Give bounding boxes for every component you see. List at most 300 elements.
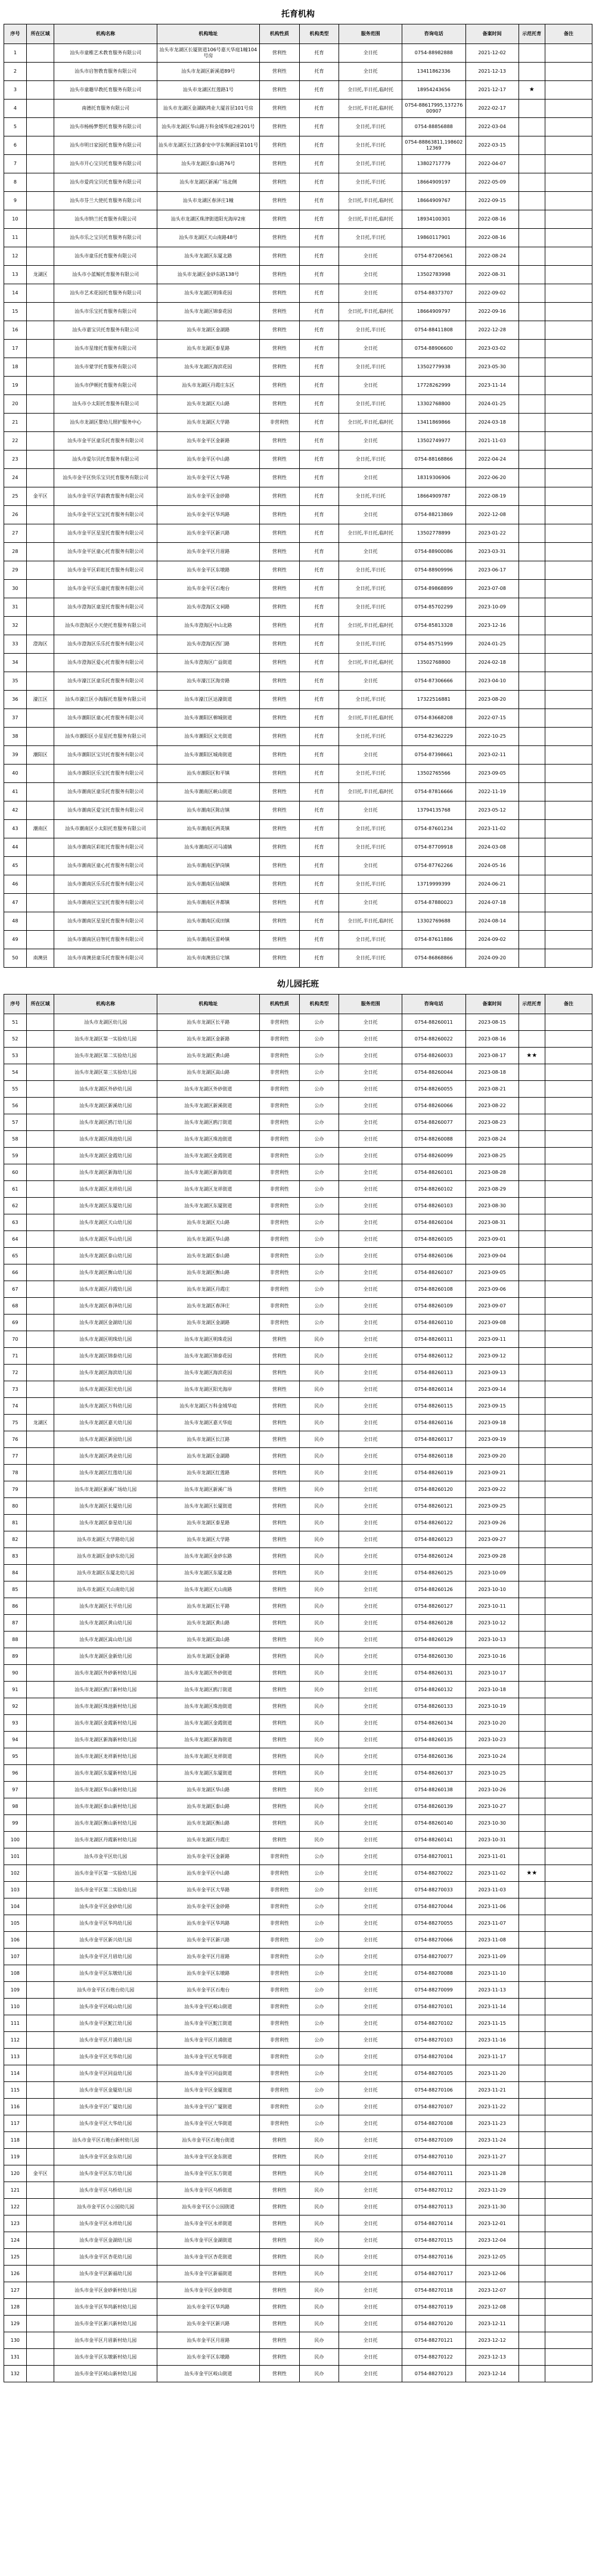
table-row bbox=[4, 2266, 592, 2282]
cell-district bbox=[26, 173, 54, 192]
cell-demo-mark bbox=[519, 875, 545, 894]
cell-remarks bbox=[545, 340, 592, 358]
cell-nature: 营利性 bbox=[259, 1648, 299, 1665]
cell-demo-mark bbox=[519, 432, 545, 450]
cell-phone: 0754-88260102 bbox=[402, 1181, 465, 1198]
cell-phone: 0754-85751999 bbox=[402, 635, 465, 654]
cell-remarks bbox=[545, 358, 592, 377]
cell-type: 民办 bbox=[299, 2249, 339, 2266]
cell-nature: 非营利性 bbox=[259, 1098, 299, 1114]
cell-org-name: 汕头市龙湖区嵩山幼儿园 bbox=[54, 1632, 157, 1648]
cell-service-scope: 全日托 bbox=[339, 1531, 402, 1548]
cell-remarks bbox=[545, 654, 592, 672]
cell-date: 2023-10-16 bbox=[465, 1648, 519, 1665]
cell-remarks bbox=[545, 1365, 592, 1381]
cell-org-name: 汕头市童趣早教托育服务有限公司 bbox=[54, 81, 157, 100]
cell-phone: 0754-88260055 bbox=[402, 1081, 465, 1098]
cell-remarks bbox=[545, 1264, 592, 1281]
cell-demo-mark bbox=[519, 2082, 545, 2099]
cell-remarks bbox=[545, 1198, 592, 1214]
cell-phone: 0754-88617995,13727600907 bbox=[402, 100, 465, 118]
cell-org-name: 汕头市金平区乌桥幼儿园 bbox=[54, 2182, 157, 2199]
cell-phone: 0754-88260011 bbox=[402, 1014, 465, 1031]
cell-org-name: 汕头市小太阳托育服务有限公司 bbox=[54, 395, 157, 414]
cell-index: 65 bbox=[4, 1248, 27, 1264]
cell-remarks bbox=[545, 1181, 592, 1198]
cell-phone: 0754-88213869 bbox=[402, 506, 465, 524]
cell-service-scope: 全日托,半日托,临时托 bbox=[339, 709, 402, 728]
cell-address: 汕头市金平区中山路 bbox=[157, 1865, 259, 1882]
cell-type: 公办 bbox=[299, 1198, 339, 1214]
table-row bbox=[4, 1982, 592, 1999]
table-row bbox=[4, 377, 592, 395]
cell-type: 托育 bbox=[299, 155, 339, 173]
cell-date: 2023-12-12 bbox=[465, 2332, 519, 2349]
cell-index: 100 bbox=[4, 1832, 27, 1848]
cell-type: 公办 bbox=[299, 1865, 339, 1882]
cell-index: 126 bbox=[4, 2266, 27, 2282]
cell-remarks bbox=[545, 2032, 592, 2049]
cell-org-name: 汕头市龙湖区泰山幼儿园 bbox=[54, 1248, 157, 1264]
cell-org-name: 汕头市潮阳区小星星托育服务有限公司 bbox=[54, 728, 157, 746]
cell-demo-mark bbox=[519, 2182, 545, 2199]
cell-district bbox=[26, 1064, 54, 1081]
cell-address: 汕头市龙湖区黄山路 bbox=[157, 1615, 259, 1632]
cell-demo-mark bbox=[519, 2249, 545, 2266]
cell-district bbox=[26, 580, 54, 598]
cell-org-name: 汕头市龙湖区第三实验幼儿园 bbox=[54, 1064, 157, 1081]
cell-address: 汕头市金平区新兴路 bbox=[157, 524, 259, 543]
cell-demo-mark: ★★ bbox=[519, 1865, 545, 1882]
cell-type: 托育 bbox=[299, 210, 339, 229]
cell-index: 9 bbox=[4, 192, 27, 210]
cell-remarks bbox=[545, 1031, 592, 1048]
cell-phone: 0754-88260124 bbox=[402, 1548, 465, 1565]
cell-service-scope: 全日托 bbox=[339, 1214, 402, 1231]
cell-district bbox=[26, 1798, 54, 1815]
cell-service-scope: 全日托 bbox=[339, 2332, 402, 2349]
cell-phone: 0754-88260112 bbox=[402, 1348, 465, 1365]
cell-service-scope: 全日托,半日托,临时托 bbox=[339, 912, 402, 931]
cell-index: 52 bbox=[4, 1031, 27, 1048]
cell-index: 43 bbox=[4, 820, 27, 838]
cell-nature: 营利性 bbox=[259, 1348, 299, 1365]
cell-district bbox=[26, 1648, 54, 1665]
cell-address: 汕头市潮南区胪岗镇 bbox=[157, 857, 259, 875]
cell-type: 民办 bbox=[299, 1331, 339, 1348]
cell-phone: 0754-87398661 bbox=[402, 746, 465, 765]
table-row bbox=[4, 1148, 592, 1164]
cell-phone: 0754-88270119 bbox=[402, 2299, 465, 2316]
cell-date: 2022-03-04 bbox=[465, 118, 519, 136]
table-row bbox=[4, 765, 592, 783]
cell-district bbox=[26, 1448, 54, 1465]
cell-demo-mark bbox=[519, 1298, 545, 1315]
table-row bbox=[4, 2132, 592, 2149]
cell-district bbox=[26, 1181, 54, 1198]
cell-phone: 0754-88260108 bbox=[402, 1281, 465, 1298]
cell-address: 汕头市龙湖区锦泰花园 bbox=[157, 1348, 259, 1365]
cell-org-name: 汕头市金平区金砂幼儿园 bbox=[54, 1898, 157, 1915]
header-phone: 咨询电话 bbox=[402, 995, 465, 1014]
cell-remarks bbox=[545, 414, 592, 432]
cell-date: 2023-08-17 bbox=[465, 1048, 519, 1064]
cell-service-scope: 全日托 bbox=[339, 801, 402, 820]
cell-type: 民办 bbox=[299, 1832, 339, 1848]
cell-demo-mark bbox=[519, 2032, 545, 2049]
cell-remarks bbox=[545, 2282, 592, 2299]
cell-phone: 0754-88270033 bbox=[402, 1882, 465, 1898]
cell-remarks bbox=[545, 1748, 592, 1765]
cell-nature: 非营利性 bbox=[259, 1848, 299, 1865]
cell-org-name: 汕头市金平区石炮台新村幼儿园 bbox=[54, 2132, 157, 2149]
cell-nature: 非营利性 bbox=[259, 1882, 299, 1898]
cell-index: 104 bbox=[4, 1898, 27, 1915]
cell-address: 汕头市龙湖区海滨花园 bbox=[157, 358, 259, 377]
cell-nature: 营利性 bbox=[259, 2165, 299, 2182]
cell-org-name: 汕头市小蓝鲸托育服务有限公司 bbox=[54, 266, 157, 284]
cell-address: 汕头市潮南区成田镇 bbox=[157, 912, 259, 931]
cell-date: 2023-09-11 bbox=[465, 1331, 519, 1348]
cell-address: 汕头市龙湖区嵩山路 bbox=[157, 1632, 259, 1648]
cell-address: 汕头市金平区光华街道 bbox=[157, 2049, 259, 2065]
cell-district bbox=[26, 2215, 54, 2232]
cell-index: 54 bbox=[4, 1064, 27, 1081]
cell-demo-mark bbox=[519, 1381, 545, 1398]
table-row bbox=[4, 2049, 592, 2065]
cell-date: 2023-08-28 bbox=[465, 1164, 519, 1181]
cell-nature: 营利性 bbox=[259, 1381, 299, 1398]
cell-service-scope: 全日托 bbox=[339, 2115, 402, 2132]
cell-nature: 非营利性 bbox=[259, 1031, 299, 1048]
table-row bbox=[4, 1898, 592, 1915]
header-address: 机构地址 bbox=[157, 995, 259, 1014]
cell-org-name: 汕头市龙湖区红莲幼儿园 bbox=[54, 1465, 157, 1481]
cell-demo-mark bbox=[519, 1732, 545, 1748]
cell-demo-mark bbox=[519, 358, 545, 377]
cell-service-scope: 全日托 bbox=[339, 2232, 402, 2249]
table-row bbox=[4, 1348, 592, 1365]
cell-address: 汕头市金平区月浦街道 bbox=[157, 2032, 259, 2049]
cell-address: 汕头市龙湖区黄山路 bbox=[157, 1048, 259, 1064]
cell-type: 民办 bbox=[299, 2182, 339, 2199]
cell-remarks bbox=[545, 2115, 592, 2132]
cell-phone: 17322516881 bbox=[402, 691, 465, 709]
table-row bbox=[4, 1465, 592, 1481]
table-row bbox=[4, 1548, 592, 1565]
header-index: 序号 bbox=[4, 24, 27, 44]
table-row bbox=[4, 414, 592, 432]
cell-district bbox=[26, 2015, 54, 2032]
cell-org-name: 汕头市启智教育服务有限公司 bbox=[54, 63, 157, 81]
cell-type: 民办 bbox=[299, 2165, 339, 2182]
cell-nature: 营利性 bbox=[259, 2366, 299, 2382]
cell-phone: 0754-88270117 bbox=[402, 2266, 465, 2282]
cell-index: 75 bbox=[4, 1415, 27, 1431]
cell-date: 2022-07-15 bbox=[465, 709, 519, 728]
cell-district bbox=[26, 1932, 54, 1949]
cell-address: 汕头市龙湖区龙祥街道 bbox=[157, 1748, 259, 1765]
cell-phone: 13802717779 bbox=[402, 155, 465, 173]
table-row bbox=[4, 654, 592, 672]
cell-district bbox=[26, 1031, 54, 1048]
cell-nature: 营利性 bbox=[259, 580, 299, 598]
cell-district bbox=[26, 118, 54, 136]
cell-demo-mark bbox=[519, 543, 545, 561]
cell-remarks bbox=[545, 1665, 592, 1682]
cell-demo-mark bbox=[519, 2282, 545, 2299]
cell-remarks bbox=[545, 1632, 592, 1648]
cell-org-name: 汕头市龙湖区海滨幼儿园 bbox=[54, 1365, 157, 1381]
cell-nature: 营利性 bbox=[259, 100, 299, 118]
cell-demo-mark bbox=[519, 617, 545, 635]
cell-index: 86 bbox=[4, 1598, 27, 1615]
cell-district bbox=[26, 136, 54, 155]
header-demo: 示范托育 bbox=[519, 995, 545, 1014]
cell-nature: 营利性 bbox=[259, 2215, 299, 2232]
cell-address: 汕头市龙湖区泰星路 bbox=[157, 340, 259, 358]
cell-nature: 非营利性 bbox=[259, 1114, 299, 1131]
cell-phone: 0754-87816666 bbox=[402, 783, 465, 801]
cell-district bbox=[26, 2266, 54, 2282]
cell-org-name: 汕头市纳兰托育服务有限公司 bbox=[54, 210, 157, 229]
cell-demo-mark bbox=[519, 1898, 545, 1915]
cell-phone: 0754-88270104 bbox=[402, 2049, 465, 2065]
cell-nature: 营利性 bbox=[259, 912, 299, 931]
cell-district: 龙湖区 bbox=[26, 1415, 54, 1431]
cell-remarks bbox=[545, 173, 592, 192]
table-row bbox=[4, 2032, 592, 2049]
cell-index: 124 bbox=[4, 2232, 27, 2249]
cell-remarks bbox=[545, 2332, 592, 2349]
cell-district bbox=[26, 1331, 54, 1348]
table-row bbox=[4, 1748, 592, 1765]
cell-date: 2024-08-14 bbox=[465, 912, 519, 931]
cell-type: 公办 bbox=[299, 1315, 339, 1331]
cell-org-name: 汕头市龙湖区婴幼儿照护服务中心 bbox=[54, 414, 157, 432]
cell-date: 2023-10-09 bbox=[465, 1565, 519, 1581]
cell-org-name: 汕头市嘉宝贝托育服务有限公司 bbox=[54, 321, 157, 340]
cell-remarks bbox=[545, 1548, 592, 1565]
table-row bbox=[4, 1965, 592, 1982]
cell-demo-mark bbox=[519, 1648, 545, 1665]
cell-nature: 非营利性 bbox=[259, 1932, 299, 1949]
cell-address: 汕头市金平区金砂街道 bbox=[157, 2282, 259, 2299]
cell-org-name: 汕头市童乐托育服务有限公司 bbox=[54, 247, 157, 266]
cell-org-name: 汕头市金平区新兴新村幼儿园 bbox=[54, 2316, 157, 2332]
cell-service-scope: 全日托 bbox=[339, 247, 402, 266]
cell-address: 汕头市龙湖区丹霞庄 bbox=[157, 1281, 259, 1298]
cell-date: 2023-11-27 bbox=[465, 2149, 519, 2165]
cell-nature: 非营利性 bbox=[259, 1298, 299, 1315]
cell-remarks bbox=[545, 1798, 592, 1815]
cell-phone: 13302769688 bbox=[402, 912, 465, 931]
cell-district bbox=[26, 1698, 54, 1715]
cell-remarks bbox=[545, 1448, 592, 1465]
cell-district bbox=[26, 2282, 54, 2299]
cell-index: 50 bbox=[4, 949, 27, 968]
cell-org-name: 汕头市星缘托育服务有限公司 bbox=[54, 340, 157, 358]
cell-phone: 0754-88260066 bbox=[402, 1098, 465, 1114]
cell-date: 2023-09-08 bbox=[465, 1315, 519, 1331]
cell-service-scope: 全日托 bbox=[339, 2199, 402, 2215]
table-row bbox=[4, 1915, 592, 1932]
table-row bbox=[4, 450, 592, 469]
cell-type: 民办 bbox=[299, 1531, 339, 1548]
table-row bbox=[4, 1949, 592, 1965]
table-row bbox=[4, 1198, 592, 1214]
cell-type: 托育 bbox=[299, 247, 339, 266]
cell-index: 11 bbox=[4, 229, 27, 247]
cell-demo-mark bbox=[519, 524, 545, 543]
cell-address: 汕头市龙湖区万科金域华庭 bbox=[157, 1398, 259, 1415]
cell-address: 汕头市龙湖区鸥汀街道 bbox=[157, 1114, 259, 1131]
cell-nature: 营利性 bbox=[259, 709, 299, 728]
cell-type: 托育 bbox=[299, 63, 339, 81]
cell-demo-mark bbox=[519, 765, 545, 783]
table-row bbox=[4, 192, 592, 210]
cell-district bbox=[26, 1815, 54, 1832]
cell-service-scope: 全日托 bbox=[339, 1415, 402, 1431]
cell-service-scope: 全日托,半日托 bbox=[339, 118, 402, 136]
cell-phone: 0754-88270088 bbox=[402, 1965, 465, 1982]
cell-nature: 营利性 bbox=[259, 654, 299, 672]
cell-type: 托育 bbox=[299, 432, 339, 450]
cell-phone: 0754-88270102 bbox=[402, 2015, 465, 2032]
cell-org-name: 汕头市潮南区乐乐托育服务有限公司 bbox=[54, 875, 157, 894]
cell-nature: 营利性 bbox=[259, 1415, 299, 1431]
cell-index: 70 bbox=[4, 1331, 27, 1348]
cell-date: 2023-11-15 bbox=[465, 2015, 519, 2032]
cell-index: 19 bbox=[4, 377, 27, 395]
cell-service-scope: 全日托 bbox=[339, 2099, 402, 2115]
cell-service-scope: 全日托 bbox=[339, 44, 402, 63]
cell-service-scope: 全日托 bbox=[339, 894, 402, 912]
cell-nature: 营利性 bbox=[259, 210, 299, 229]
cell-org-name: 汕头市金平区杏花幼儿园 bbox=[54, 2249, 157, 2266]
cell-address: 汕头市龙湖区春泽庄 bbox=[157, 1298, 259, 1315]
cell-address: 汕头市龙湖区新海街道 bbox=[157, 1732, 259, 1748]
cell-org-name: 汕头市龙湖区华山新村幼儿园 bbox=[54, 1782, 157, 1798]
header-service-scope: 服务范围 bbox=[339, 995, 402, 1014]
cell-type: 公办 bbox=[299, 1164, 339, 1181]
cell-index: 105 bbox=[4, 1915, 27, 1932]
cell-address: 汕头市龙湖区衡山路 bbox=[157, 1264, 259, 1281]
table-row bbox=[4, 63, 592, 81]
cell-date: 2022-10-25 bbox=[465, 728, 519, 746]
table-row bbox=[4, 2199, 592, 2215]
cell-district bbox=[26, 1381, 54, 1398]
cell-date: 2022-08-16 bbox=[465, 210, 519, 229]
cell-type: 托育 bbox=[299, 672, 339, 691]
cell-org-name: 汕头市金平区新福幼儿园 bbox=[54, 2266, 157, 2282]
cell-index: 79 bbox=[4, 1481, 27, 1498]
cell-phone: 0754-88260107 bbox=[402, 1264, 465, 1281]
cell-address: 汕头市潮南区井都镇 bbox=[157, 894, 259, 912]
cell-address: 汕头市龙湖区新溪道89号 bbox=[157, 63, 259, 81]
cell-index: 110 bbox=[4, 1999, 27, 2015]
section-gap bbox=[4, 968, 592, 975]
cell-remarks bbox=[545, 1465, 592, 1481]
table-row bbox=[4, 1365, 592, 1381]
cell-type: 托育 bbox=[299, 303, 339, 321]
cell-org-name: 汕头市金平区月眉新村幼儿园 bbox=[54, 2332, 157, 2349]
cell-index: 44 bbox=[4, 838, 27, 857]
cell-nature: 营利性 bbox=[259, 2182, 299, 2199]
cell-remarks bbox=[545, 1648, 592, 1665]
cell-remarks bbox=[545, 1048, 592, 1064]
cell-service-scope: 全日托,半日托 bbox=[339, 635, 402, 654]
cell-address: 汕头市龙湖区珠津街道阳光海岸2座 bbox=[157, 210, 259, 229]
cell-service-scope: 全日托 bbox=[339, 1882, 402, 1898]
cell-remarks bbox=[545, 801, 592, 820]
cell-service-scope: 全日托 bbox=[339, 432, 402, 450]
cell-date: 2023-08-22 bbox=[465, 1098, 519, 1114]
header-type: 机构类型 bbox=[299, 24, 339, 44]
cell-demo-mark bbox=[519, 1665, 545, 1682]
cell-date: 2023-09-14 bbox=[465, 1381, 519, 1398]
cell-type: 托育 bbox=[299, 838, 339, 857]
table-row bbox=[4, 820, 592, 838]
cell-service-scope: 全日托 bbox=[339, 1264, 402, 1281]
cell-date: 2024-02-18 bbox=[465, 654, 519, 672]
cell-type: 托育 bbox=[299, 746, 339, 765]
cell-address: 汕头市金平区新兴路 bbox=[157, 1932, 259, 1949]
cell-district bbox=[26, 912, 54, 931]
cell-address: 汕头市龙湖区金湖路 bbox=[157, 1448, 259, 1465]
cell-type: 托育 bbox=[299, 765, 339, 783]
cell-service-scope: 全日托 bbox=[339, 266, 402, 284]
table-row bbox=[4, 1181, 592, 1198]
cell-index: 76 bbox=[4, 1431, 27, 1448]
cell-district bbox=[26, 1531, 54, 1548]
cell-nature: 营利性 bbox=[259, 1448, 299, 1465]
table-row bbox=[4, 1632, 592, 1648]
cell-nature: 营利性 bbox=[259, 1682, 299, 1698]
cell-type: 托育 bbox=[299, 654, 339, 672]
cell-demo-mark bbox=[519, 340, 545, 358]
cell-nature: 营利性 bbox=[259, 1798, 299, 1815]
cell-phone: 13502749977 bbox=[402, 432, 465, 450]
cell-org-name: 汕头市金平区光华幼儿园 bbox=[54, 2049, 157, 2065]
cell-phone: 0754-88260088 bbox=[402, 1131, 465, 1148]
cell-nature: 营利性 bbox=[259, 801, 299, 820]
cell-nature: 营利性 bbox=[259, 2332, 299, 2349]
cell-address: 汕头市潮南区陈店镇 bbox=[157, 801, 259, 820]
cell-phone: 0754-88260123 bbox=[402, 1531, 465, 1548]
cell-type: 民办 bbox=[299, 1815, 339, 1832]
cell-phone: 0754-88270011 bbox=[402, 1848, 465, 1865]
table-row bbox=[4, 746, 592, 765]
cell-phone: 18954243656 bbox=[402, 81, 465, 100]
cell-service-scope: 全日托 bbox=[339, 1515, 402, 1531]
cell-district bbox=[26, 1114, 54, 1131]
cell-org-name: 汕头市龙湖区新园幼儿园 bbox=[54, 1431, 157, 1448]
cell-phone: 13411869866 bbox=[402, 414, 465, 432]
cell-phone: 0754-88260109 bbox=[402, 1298, 465, 1315]
cell-type: 公办 bbox=[299, 1298, 339, 1315]
cell-address: 汕头市金平区金新路 bbox=[157, 432, 259, 450]
cell-org-name: 南德托育服务有限公司 bbox=[54, 100, 157, 118]
table-row bbox=[4, 801, 592, 820]
cell-address: 汕头市龙湖区长厦街道 bbox=[157, 1498, 259, 1515]
cell-org-name: 汕头市潮南区童心托育服务有限公司 bbox=[54, 857, 157, 875]
cell-demo-mark bbox=[519, 1698, 545, 1715]
cell-date: 2023-09-05 bbox=[465, 765, 519, 783]
cell-index: 18 bbox=[4, 358, 27, 377]
cell-demo-mark bbox=[519, 506, 545, 524]
cell-date: 2023-11-03 bbox=[465, 1882, 519, 1898]
